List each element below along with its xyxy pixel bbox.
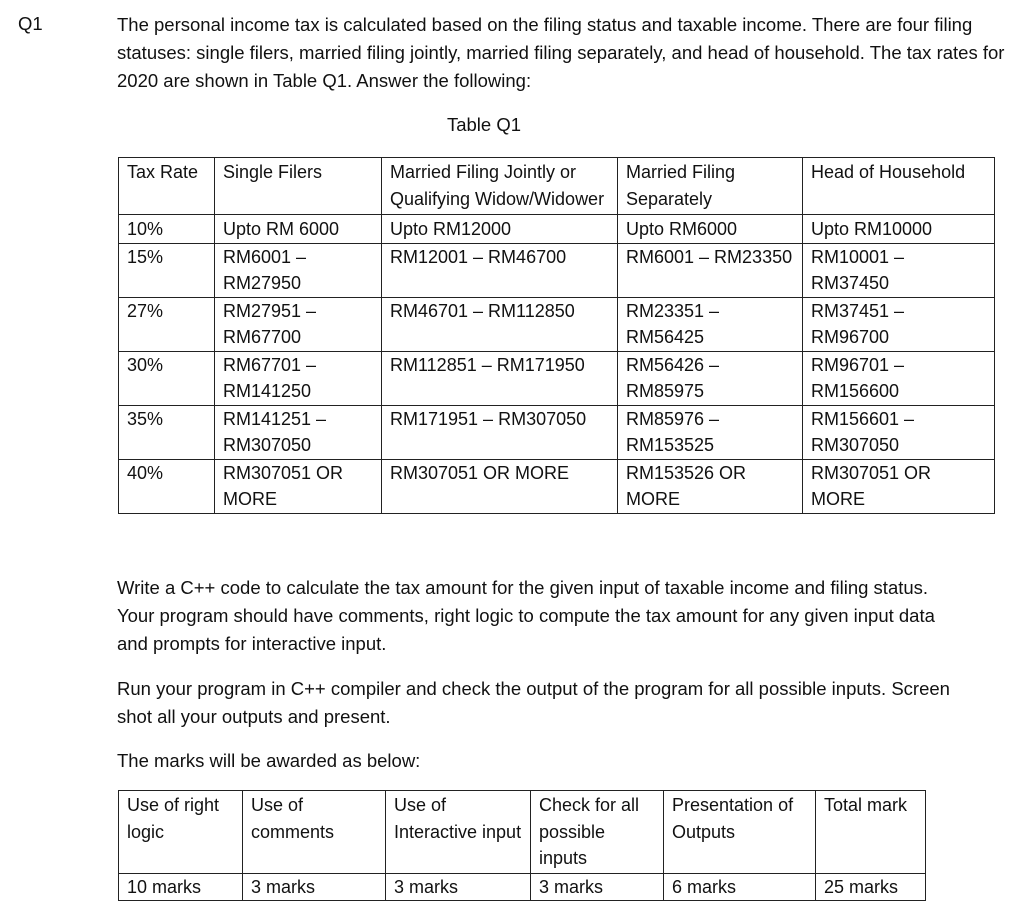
cell-jointly: RM46701 – RM112850 [382, 297, 618, 351]
cell-rate: 30% [119, 351, 215, 405]
cell-jointly: RM307051 OR MORE [382, 459, 618, 513]
cell-jointly: Upto RM12000 [382, 215, 618, 244]
cell-separately: RM23351 – RM56425 [618, 297, 803, 351]
table-row [119, 351, 995, 405]
cell-separately: RM153526 OR MORE [618, 459, 803, 513]
cell-rate: 40% [119, 459, 215, 513]
table-row [119, 405, 995, 459]
marks-value: 6 marks [664, 873, 816, 901]
cell-household: RM37451 – RM96700 [803, 297, 995, 351]
cell-separately: RM56426 – RM85975 [618, 351, 803, 405]
cell-separately: Upto RM6000 [618, 215, 803, 244]
table-row [119, 297, 995, 351]
marks-value: 10 marks [119, 873, 243, 901]
cell-single: RM27951 – RM67700 [215, 297, 382, 351]
marks-values-row [119, 873, 926, 901]
instruction-marks: The marks will be awarded as below: [117, 750, 421, 771]
marks-value: 3 marks [531, 873, 664, 901]
cell-household: RM156601 – RM307050 [803, 405, 995, 459]
marks-value: 25 marks [816, 873, 926, 901]
cell-household: RM10001 – RM37450 [803, 243, 995, 297]
cell-jointly: RM171951 – RM307050 [382, 405, 618, 459]
header-head-of-household: Head of Household [803, 158, 995, 215]
cell-rate: 35% [119, 405, 215, 459]
marks-header-interactive: Use of Interactive input [386, 791, 531, 874]
table-caption: Table Q1 [446, 114, 522, 135]
cell-household: RM307051 OR MORE [803, 459, 995, 513]
cell-rate: 27% [119, 297, 215, 351]
marks-header-row [119, 791, 926, 874]
instruction-run: Run your program in C++ compiler and check the output of the program for all possible inputs. Screen shot all your outputs and present. [117, 678, 950, 727]
cell-jointly: RM12001 – RM46700 [382, 243, 618, 297]
marks-value: 3 marks [386, 873, 531, 901]
cell-single: RM6001 – RM27950 [215, 243, 382, 297]
instruction-code: Write a C++ code to calculate the tax amount for the given input of taxable income and filing status. Your program should have comments, right logic to compute the tax amount for any given input data and prompts for interactive input. [117, 577, 935, 654]
header-tax-rate: Tax Rate [119, 158, 215, 215]
tax-rate-table [118, 157, 995, 514]
marks-header-total: Total mark [816, 791, 926, 874]
cell-household: RM96701 – RM156600 [803, 351, 995, 405]
table-header-row [119, 158, 995, 215]
cell-rate: 10% [119, 215, 215, 244]
question-number: Q1 [18, 13, 43, 34]
cell-rate: 15% [119, 243, 215, 297]
table-row [119, 243, 995, 297]
question-intro: The personal income tax is calculated based on the filing status and taxable income. There are four filing statuses: single filers, married filing jointly, married filing separately, and head of household. The tax rates for 2020 are shown in Table Q1. Answer the following: [117, 14, 1005, 91]
cell-household: Upto RM10000 [803, 215, 995, 244]
marks-header-presentation: Presentation of Outputs [664, 791, 816, 874]
cell-single: Upto RM 6000 [215, 215, 382, 244]
marks-header-comments: Use of comments [243, 791, 386, 874]
table-row [119, 215, 995, 244]
cell-single: RM67701 – RM141250 [215, 351, 382, 405]
header-married-separately: Married Filing Separately [618, 158, 803, 215]
table-row [119, 459, 995, 513]
marks-header-logic: Use of right logic [119, 791, 243, 874]
marks-value: 3 marks [243, 873, 386, 901]
cell-single: RM307051 OR MORE [215, 459, 382, 513]
header-single-filers: Single Filers [215, 158, 382, 215]
header-married-jointly: Married Filing Jointly or Qualifying Widow/Widower [382, 158, 618, 215]
cell-single: RM141251 – RM307050 [215, 405, 382, 459]
cell-jointly: RM112851 – RM171950 [382, 351, 618, 405]
marks-header-inputs: Check for all possible inputs [531, 791, 664, 874]
marks-table [118, 790, 926, 901]
cell-separately: RM85976 – RM153525 [618, 405, 803, 459]
cell-separately: RM6001 – RM23350 [618, 243, 803, 297]
